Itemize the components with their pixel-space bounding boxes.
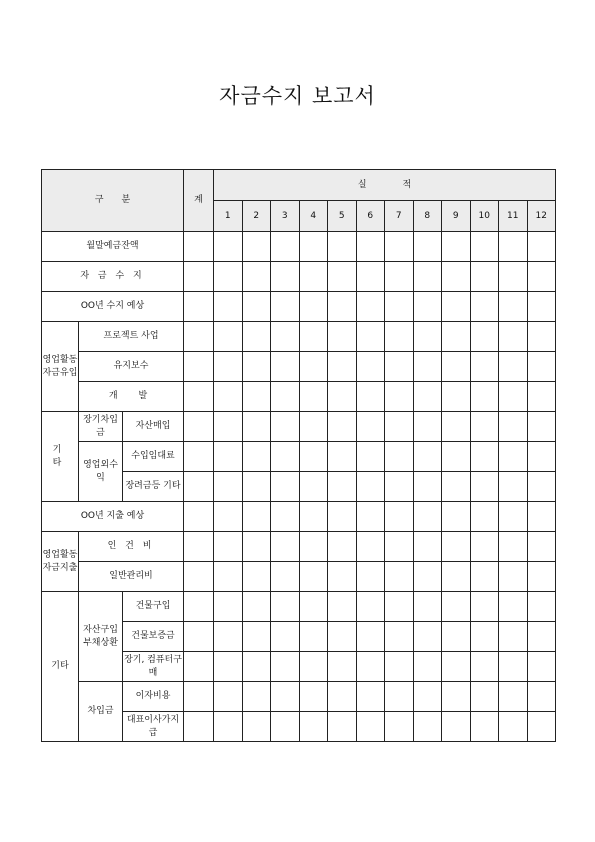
cell-month-10-income-forecast[interactable] (470, 292, 499, 322)
label-long-term-borrowing: 장기차입금 (79, 412, 123, 442)
row-expense-forecast (42, 502, 556, 532)
label-asset-purchase-line2: 부채상환 (83, 637, 118, 648)
cell-month-6-ceo-advance[interactable] (356, 712, 385, 742)
cell-month-6-vehicle-computer[interactable] (356, 652, 385, 682)
cell-month-1-development[interactable] (214, 382, 243, 412)
cell-month-11-personnel-cost[interactable] (499, 532, 528, 562)
cell-month-5-rental-income[interactable] (328, 442, 357, 472)
cell-month-2-interest-cost[interactable] (242, 682, 271, 712)
cell-month-9-development[interactable] (442, 382, 471, 412)
cell-month-1-ceo-advance[interactable] (214, 712, 243, 742)
cell-total-month-end-balance[interactable] (184, 232, 214, 262)
cell-total-long-term-borrowing[interactable] (184, 412, 214, 442)
cell-month-3-month-end-balance[interactable] (271, 232, 300, 262)
cell-month-8-vehicle-computer[interactable] (413, 652, 442, 682)
label-asset-purchase-line1: 자산구입 (83, 625, 118, 636)
label-personnel-cost: 인 건 비 (79, 532, 184, 562)
cell-month-1-interest-cost[interactable] (214, 682, 243, 712)
cell-month-1-personnel-cost[interactable] (214, 532, 243, 562)
cell-month-6-rental-income[interactable] (356, 442, 385, 472)
cell-month-4-maintenance[interactable] (299, 352, 328, 382)
cell-month-10-other-interest[interactable] (470, 472, 499, 502)
cell-month-3-vehicle-computer[interactable] (271, 652, 300, 682)
cell-month-8-fund-balance[interactable] (413, 262, 442, 292)
cell-month-9-rental-income[interactable] (442, 442, 471, 472)
cell-month-3-rental-income[interactable] (271, 442, 300, 472)
row-month-end-balance (42, 232, 556, 262)
label-op-expense-line2: 자금지출 (42, 562, 78, 573)
cell-month-6-other-interest[interactable] (356, 472, 385, 502)
cell-month-5-long-term-borrowing[interactable] (328, 412, 357, 442)
cell-month-11-development[interactable] (499, 382, 528, 412)
cell-month-11-vehicle-computer[interactable] (499, 652, 528, 682)
cell-month-7-ceo-advance[interactable] (385, 712, 414, 742)
cell-month-7-month-end-balance[interactable] (385, 232, 414, 262)
cell-month-7-fund-balance[interactable] (385, 262, 414, 292)
label-asset-purchase-group (79, 592, 123, 682)
label-expense-forecast: OO년 지출 예상 (42, 502, 184, 532)
cell-month-8-expense-forecast[interactable] (413, 502, 442, 532)
cell-month-2-rental-income[interactable] (242, 442, 271, 472)
cell-month-6-long-term-borrowing[interactable] (356, 412, 385, 442)
label-borrowing-group: 차입금 (79, 682, 123, 742)
cell-month-3-building-purchase[interactable] (271, 592, 300, 622)
cell-month-8-rental-income[interactable] (413, 442, 442, 472)
label-op-expense-group (42, 532, 79, 592)
cell-month-8-general-admin[interactable] (413, 562, 442, 592)
cell-month-12-personnel-cost[interactable] (527, 532, 556, 562)
cell-month-12-long-term-borrowing[interactable] (527, 412, 556, 442)
cell-month-3-expense-forecast[interactable] (271, 502, 300, 532)
cell-month-7-building-deposit[interactable] (385, 622, 414, 652)
cell-month-10-project-business[interactable] (470, 322, 499, 352)
cell-month-6-personnel-cost[interactable] (356, 532, 385, 562)
cell-month-8-long-term-borrowing[interactable] (413, 412, 442, 442)
cell-month-1-income-forecast[interactable] (214, 292, 243, 322)
cell-month-8-building-deposit[interactable] (413, 622, 442, 652)
cell-month-2-fund-balance[interactable] (242, 262, 271, 292)
header-month-5: 5 (328, 201, 357, 232)
cell-month-9-building-deposit[interactable] (442, 622, 471, 652)
cell-total-building-purchase[interactable] (184, 592, 214, 622)
label-op-expense-line1: 영업활동 (42, 550, 78, 561)
cell-month-7-building-purchase[interactable] (385, 592, 414, 622)
cell-month-2-long-term-borrowing[interactable] (242, 412, 271, 442)
label-building-purchase: 건물구입 (123, 592, 184, 622)
cell-month-6-project-business[interactable] (356, 322, 385, 352)
cell-month-6-general-admin[interactable] (356, 562, 385, 592)
cell-month-7-long-term-borrowing[interactable] (385, 412, 414, 442)
cell-month-8-interest-cost[interactable] (413, 682, 442, 712)
cell-month-6-building-purchase[interactable] (356, 592, 385, 622)
cell-month-10-month-end-balance[interactable] (470, 232, 499, 262)
header-month-3: 3 (271, 201, 300, 232)
cell-month-11-expense-forecast[interactable] (499, 502, 528, 532)
row-general-admin (42, 562, 556, 592)
cell-month-2-ceo-advance[interactable] (242, 712, 271, 742)
cell-month-3-development[interactable] (271, 382, 300, 412)
cell-month-6-maintenance[interactable] (356, 352, 385, 382)
cell-month-1-expense-forecast[interactable] (214, 502, 243, 532)
cell-month-11-maintenance[interactable] (499, 352, 528, 382)
cell-month-1-rental-income[interactable] (214, 442, 243, 472)
cell-month-3-long-term-borrowing[interactable] (271, 412, 300, 442)
label-building-deposit: 건물보증금 (123, 622, 184, 652)
cell-month-5-vehicle-computer[interactable] (328, 652, 357, 682)
header-actual: 실 적 (214, 170, 556, 201)
cell-month-12-project-business[interactable] (527, 322, 556, 352)
cell-month-9-interest-cost[interactable] (442, 682, 471, 712)
cell-month-7-project-business[interactable] (385, 322, 414, 352)
cell-month-4-vehicle-computer[interactable] (299, 652, 328, 682)
cell-month-11-income-forecast[interactable] (499, 292, 528, 322)
cell-month-1-fund-balance[interactable] (214, 262, 243, 292)
cell-month-8-personnel-cost[interactable] (413, 532, 442, 562)
cell-month-8-building-purchase[interactable] (413, 592, 442, 622)
cell-month-8-project-business[interactable] (413, 322, 442, 352)
cell-month-12-other-interest[interactable] (527, 472, 556, 502)
cell-month-11-building-purchase[interactable] (499, 592, 528, 622)
cell-month-5-building-purchase[interactable] (328, 592, 357, 622)
label-other-interest: 장려금등 기타 (123, 472, 184, 502)
cell-month-5-month-end-balance[interactable] (328, 232, 357, 262)
cell-month-5-building-deposit[interactable] (328, 622, 357, 652)
cell-month-6-development[interactable] (356, 382, 385, 412)
label-general-admin: 일반관리비 (79, 562, 184, 592)
label-rental-income: 수입임대료 (123, 442, 184, 472)
label-interest-cost: 이자비용 (123, 682, 184, 712)
cell-month-8-maintenance[interactable] (413, 352, 442, 382)
cell-month-2-personnel-cost[interactable] (242, 532, 271, 562)
cell-month-2-general-admin[interactable] (242, 562, 271, 592)
cell-month-11-general-admin[interactable] (499, 562, 528, 592)
cell-month-3-ceo-advance[interactable] (271, 712, 300, 742)
cell-month-5-expense-forecast[interactable] (328, 502, 357, 532)
label-vehicle-computer: 장기, 컴퓨터구매 (123, 652, 184, 682)
cell-month-7-expense-forecast[interactable] (385, 502, 414, 532)
cell-month-5-other-interest[interactable] (328, 472, 357, 502)
cell-month-5-personnel-cost[interactable] (328, 532, 357, 562)
cell-month-2-month-end-balance[interactable] (242, 232, 271, 262)
row-development (42, 382, 556, 412)
cell-month-7-development[interactable] (385, 382, 414, 412)
cell-month-4-ceo-advance[interactable] (299, 712, 328, 742)
cell-month-2-development[interactable] (242, 382, 271, 412)
label-other-expense-group: 기타 (42, 592, 79, 742)
header-month-9: 9 (442, 201, 471, 232)
cell-month-12-income-forecast[interactable] (527, 292, 556, 322)
header-month-12: 12 (527, 201, 556, 232)
cell-month-5-fund-balance[interactable] (328, 262, 357, 292)
cell-month-4-project-business[interactable] (299, 322, 328, 352)
cell-month-10-personnel-cost[interactable] (470, 532, 499, 562)
cell-month-1-project-business[interactable] (214, 322, 243, 352)
cell-month-6-expense-forecast[interactable] (356, 502, 385, 532)
label-fund-balance: 자 금 수 지 (42, 262, 184, 292)
cell-month-7-general-admin[interactable] (385, 562, 414, 592)
cell-month-9-project-business[interactable] (442, 322, 471, 352)
label-op-income-line2: 자금유입 (42, 367, 78, 378)
cell-month-4-general-admin[interactable] (299, 562, 328, 592)
cell-total-fund-balance[interactable] (184, 262, 214, 292)
label-asset-sale: 자산매입 (123, 412, 184, 442)
cell-month-4-building-deposit[interactable] (299, 622, 328, 652)
row-maintenance (42, 352, 556, 382)
cell-month-3-income-forecast[interactable] (271, 292, 300, 322)
row-long-term-borrowing (42, 412, 556, 442)
cell-month-10-long-term-borrowing[interactable] (470, 412, 499, 442)
cell-total-vehicle-computer[interactable] (184, 652, 214, 682)
cell-month-7-rental-income[interactable] (385, 442, 414, 472)
cell-total-interest-cost[interactable] (184, 682, 214, 712)
cell-month-11-project-business[interactable] (499, 322, 528, 352)
header-month-4: 4 (299, 201, 328, 232)
cell-month-1-other-interest[interactable] (214, 472, 243, 502)
cell-month-9-personnel-cost[interactable] (442, 532, 471, 562)
cell-month-7-maintenance[interactable] (385, 352, 414, 382)
label-project-business: 프로젝트 사업 (79, 322, 184, 352)
cell-month-2-project-business[interactable] (242, 322, 271, 352)
cell-month-7-income-forecast[interactable] (385, 292, 414, 322)
page-title: 자금수지 보고서 (219, 84, 376, 108)
cell-month-12-fund-balance[interactable] (527, 262, 556, 292)
cell-month-8-income-forecast[interactable] (413, 292, 442, 322)
cell-month-4-building-purchase[interactable] (299, 592, 328, 622)
cell-month-7-vehicle-computer[interactable] (385, 652, 414, 682)
cell-month-12-vehicle-computer[interactable] (527, 652, 556, 682)
header-month-8: 8 (413, 201, 442, 232)
cell-month-1-building-deposit[interactable] (214, 622, 243, 652)
cell-month-10-building-purchase[interactable] (470, 592, 499, 622)
cell-month-10-building-deposit[interactable] (470, 622, 499, 652)
label-op-income-group (42, 322, 79, 412)
cell-month-11-ceo-advance[interactable] (499, 712, 528, 742)
cell-month-1-maintenance[interactable] (214, 352, 243, 382)
cell-month-4-other-interest[interactable] (299, 472, 328, 502)
cell-month-3-maintenance[interactable] (271, 352, 300, 382)
cell-total-ceo-advance[interactable] (184, 712, 214, 742)
cell-total-personnel-cost[interactable] (184, 532, 214, 562)
cell-month-3-personnel-cost[interactable] (271, 532, 300, 562)
cell-month-3-fund-balance[interactable] (271, 262, 300, 292)
cell-month-2-income-forecast[interactable] (242, 292, 271, 322)
cell-month-11-fund-balance[interactable] (499, 262, 528, 292)
cell-month-12-ceo-advance[interactable] (527, 712, 556, 742)
cell-month-9-fund-balance[interactable] (442, 262, 471, 292)
cell-month-3-interest-cost[interactable] (271, 682, 300, 712)
cell-total-maintenance[interactable] (184, 352, 214, 382)
cell-month-5-maintenance[interactable] (328, 352, 357, 382)
header-month-1: 1 (214, 201, 243, 232)
cell-month-10-rental-income[interactable] (470, 442, 499, 472)
cell-month-8-other-interest[interactable] (413, 472, 442, 502)
cell-month-2-building-purchase[interactable] (242, 592, 271, 622)
row-project-business (42, 322, 556, 352)
cell-total-project-business[interactable] (184, 322, 214, 352)
cell-month-11-long-term-borrowing[interactable] (499, 412, 528, 442)
row-interest-cost (42, 682, 556, 712)
cell-month-9-income-forecast[interactable] (442, 292, 471, 322)
label-ceo-advance: 대표이사가지급 (123, 712, 184, 742)
cell-month-11-other-interest[interactable] (499, 472, 528, 502)
cell-month-1-general-admin[interactable] (214, 562, 243, 592)
label-op-income-line1: 영업활동 (42, 355, 78, 366)
cell-month-9-long-term-borrowing[interactable] (442, 412, 471, 442)
cell-month-5-project-business[interactable] (328, 322, 357, 352)
cell-month-2-building-deposit[interactable] (242, 622, 271, 652)
cell-month-4-income-forecast[interactable] (299, 292, 328, 322)
cell-month-10-vehicle-computer[interactable] (470, 652, 499, 682)
cell-month-4-long-term-borrowing[interactable] (299, 412, 328, 442)
cell-month-4-interest-cost[interactable] (299, 682, 328, 712)
cell-month-12-rental-income[interactable] (527, 442, 556, 472)
cell-month-1-long-term-borrowing[interactable] (214, 412, 243, 442)
header-month-7: 7 (385, 201, 414, 232)
cell-month-10-general-admin[interactable] (470, 562, 499, 592)
cell-month-6-month-end-balance[interactable] (356, 232, 385, 262)
cell-month-9-building-purchase[interactable] (442, 592, 471, 622)
cell-total-expense-forecast[interactable] (184, 502, 214, 532)
cell-month-9-maintenance[interactable] (442, 352, 471, 382)
cell-month-11-rental-income[interactable] (499, 442, 528, 472)
cell-total-other-interest[interactable] (184, 472, 214, 502)
row-rental-income (42, 442, 556, 472)
cell-month-9-other-interest[interactable] (442, 472, 471, 502)
cell-month-4-development[interactable] (299, 382, 328, 412)
row-income-forecast (42, 292, 556, 322)
label-month-end-balance: 월말예금잔액 (42, 232, 184, 262)
cell-month-5-income-forecast[interactable] (328, 292, 357, 322)
cell-month-2-maintenance[interactable] (242, 352, 271, 382)
cell-month-9-vehicle-computer[interactable] (442, 652, 471, 682)
cell-month-8-development[interactable] (413, 382, 442, 412)
cell-month-1-vehicle-computer[interactable] (214, 652, 243, 682)
cell-month-2-other-interest[interactable] (242, 472, 271, 502)
cell-month-12-building-purchase[interactable] (527, 592, 556, 622)
cell-month-12-general-admin[interactable] (527, 562, 556, 592)
cell-month-4-fund-balance[interactable] (299, 262, 328, 292)
label-non-op-income: 영업외수익 (79, 442, 123, 502)
cell-month-4-month-end-balance[interactable] (299, 232, 328, 262)
cell-month-10-development[interactable] (470, 382, 499, 412)
cell-total-rental-income[interactable] (184, 442, 214, 472)
cell-month-7-interest-cost[interactable] (385, 682, 414, 712)
cell-month-4-expense-forecast[interactable] (299, 502, 328, 532)
cell-month-12-month-end-balance[interactable] (527, 232, 556, 262)
fund-report-table (41, 169, 556, 742)
row-building-purchase (42, 592, 556, 622)
cell-month-5-interest-cost[interactable] (328, 682, 357, 712)
cell-total-building-deposit[interactable] (184, 622, 214, 652)
cell-month-6-income-forecast[interactable] (356, 292, 385, 322)
cell-month-9-ceo-advance[interactable] (442, 712, 471, 742)
cell-month-6-building-deposit[interactable] (356, 622, 385, 652)
cell-month-7-personnel-cost[interactable] (385, 532, 414, 562)
cell-month-9-month-end-balance[interactable] (442, 232, 471, 262)
cell-month-7-other-interest[interactable] (385, 472, 414, 502)
cell-month-12-expense-forecast[interactable] (527, 502, 556, 532)
row-personnel-cost (42, 532, 556, 562)
cell-month-3-general-admin[interactable] (271, 562, 300, 592)
header-month-2: 2 (242, 201, 271, 232)
cell-month-5-development[interactable] (328, 382, 357, 412)
cell-month-12-building-deposit[interactable] (527, 622, 556, 652)
cell-month-1-month-end-balance[interactable] (214, 232, 243, 262)
header-total: 계 (184, 170, 214, 232)
cell-month-11-month-end-balance[interactable] (499, 232, 528, 262)
cell-month-3-project-business[interactable] (271, 322, 300, 352)
label-development: 개 발 (79, 382, 184, 412)
cell-month-3-building-deposit[interactable] (271, 622, 300, 652)
cell-month-12-maintenance[interactable] (527, 352, 556, 382)
cell-total-development[interactable] (184, 382, 214, 412)
cell-total-general-admin[interactable] (184, 562, 214, 592)
cell-month-4-rental-income[interactable] (299, 442, 328, 472)
header-month-10: 10 (470, 201, 499, 232)
cell-month-10-fund-balance[interactable] (470, 262, 499, 292)
cell-month-9-expense-forecast[interactable] (442, 502, 471, 532)
cell-month-1-building-purchase[interactable] (214, 592, 243, 622)
cell-month-9-general-admin[interactable] (442, 562, 471, 592)
cell-month-2-expense-forecast[interactable] (242, 502, 271, 532)
cell-month-10-expense-forecast[interactable] (470, 502, 499, 532)
label-maintenance: 유지보수 (79, 352, 184, 382)
cell-month-12-interest-cost[interactable] (527, 682, 556, 712)
label-other-income-group: 기 타 (42, 412, 79, 502)
cell-month-5-general-admin[interactable] (328, 562, 357, 592)
cell-month-4-personnel-cost[interactable] (299, 532, 328, 562)
cell-month-2-vehicle-computer[interactable] (242, 652, 271, 682)
cell-month-5-ceo-advance[interactable] (328, 712, 357, 742)
cell-month-6-fund-balance[interactable] (356, 262, 385, 292)
cell-month-10-interest-cost[interactable] (470, 682, 499, 712)
cell-month-3-other-interest[interactable] (271, 472, 300, 502)
cell-month-10-maintenance[interactable] (470, 352, 499, 382)
header-category: 구 분 (42, 170, 184, 232)
cell-month-11-building-deposit[interactable] (499, 622, 528, 652)
label-income-forecast: OO년 수지 예상 (42, 292, 184, 322)
cell-month-11-interest-cost[interactable] (499, 682, 528, 712)
cell-total-income-forecast[interactable] (184, 292, 214, 322)
cell-month-8-month-end-balance[interactable] (413, 232, 442, 262)
cell-month-6-interest-cost[interactable] (356, 682, 385, 712)
cell-month-8-ceo-advance[interactable] (413, 712, 442, 742)
header-month-6: 6 (356, 201, 385, 232)
header-month-11: 11 (499, 201, 528, 232)
cell-month-12-development[interactable] (527, 382, 556, 412)
row-fund-balance (42, 262, 556, 292)
cell-month-10-ceo-advance[interactable] (470, 712, 499, 742)
